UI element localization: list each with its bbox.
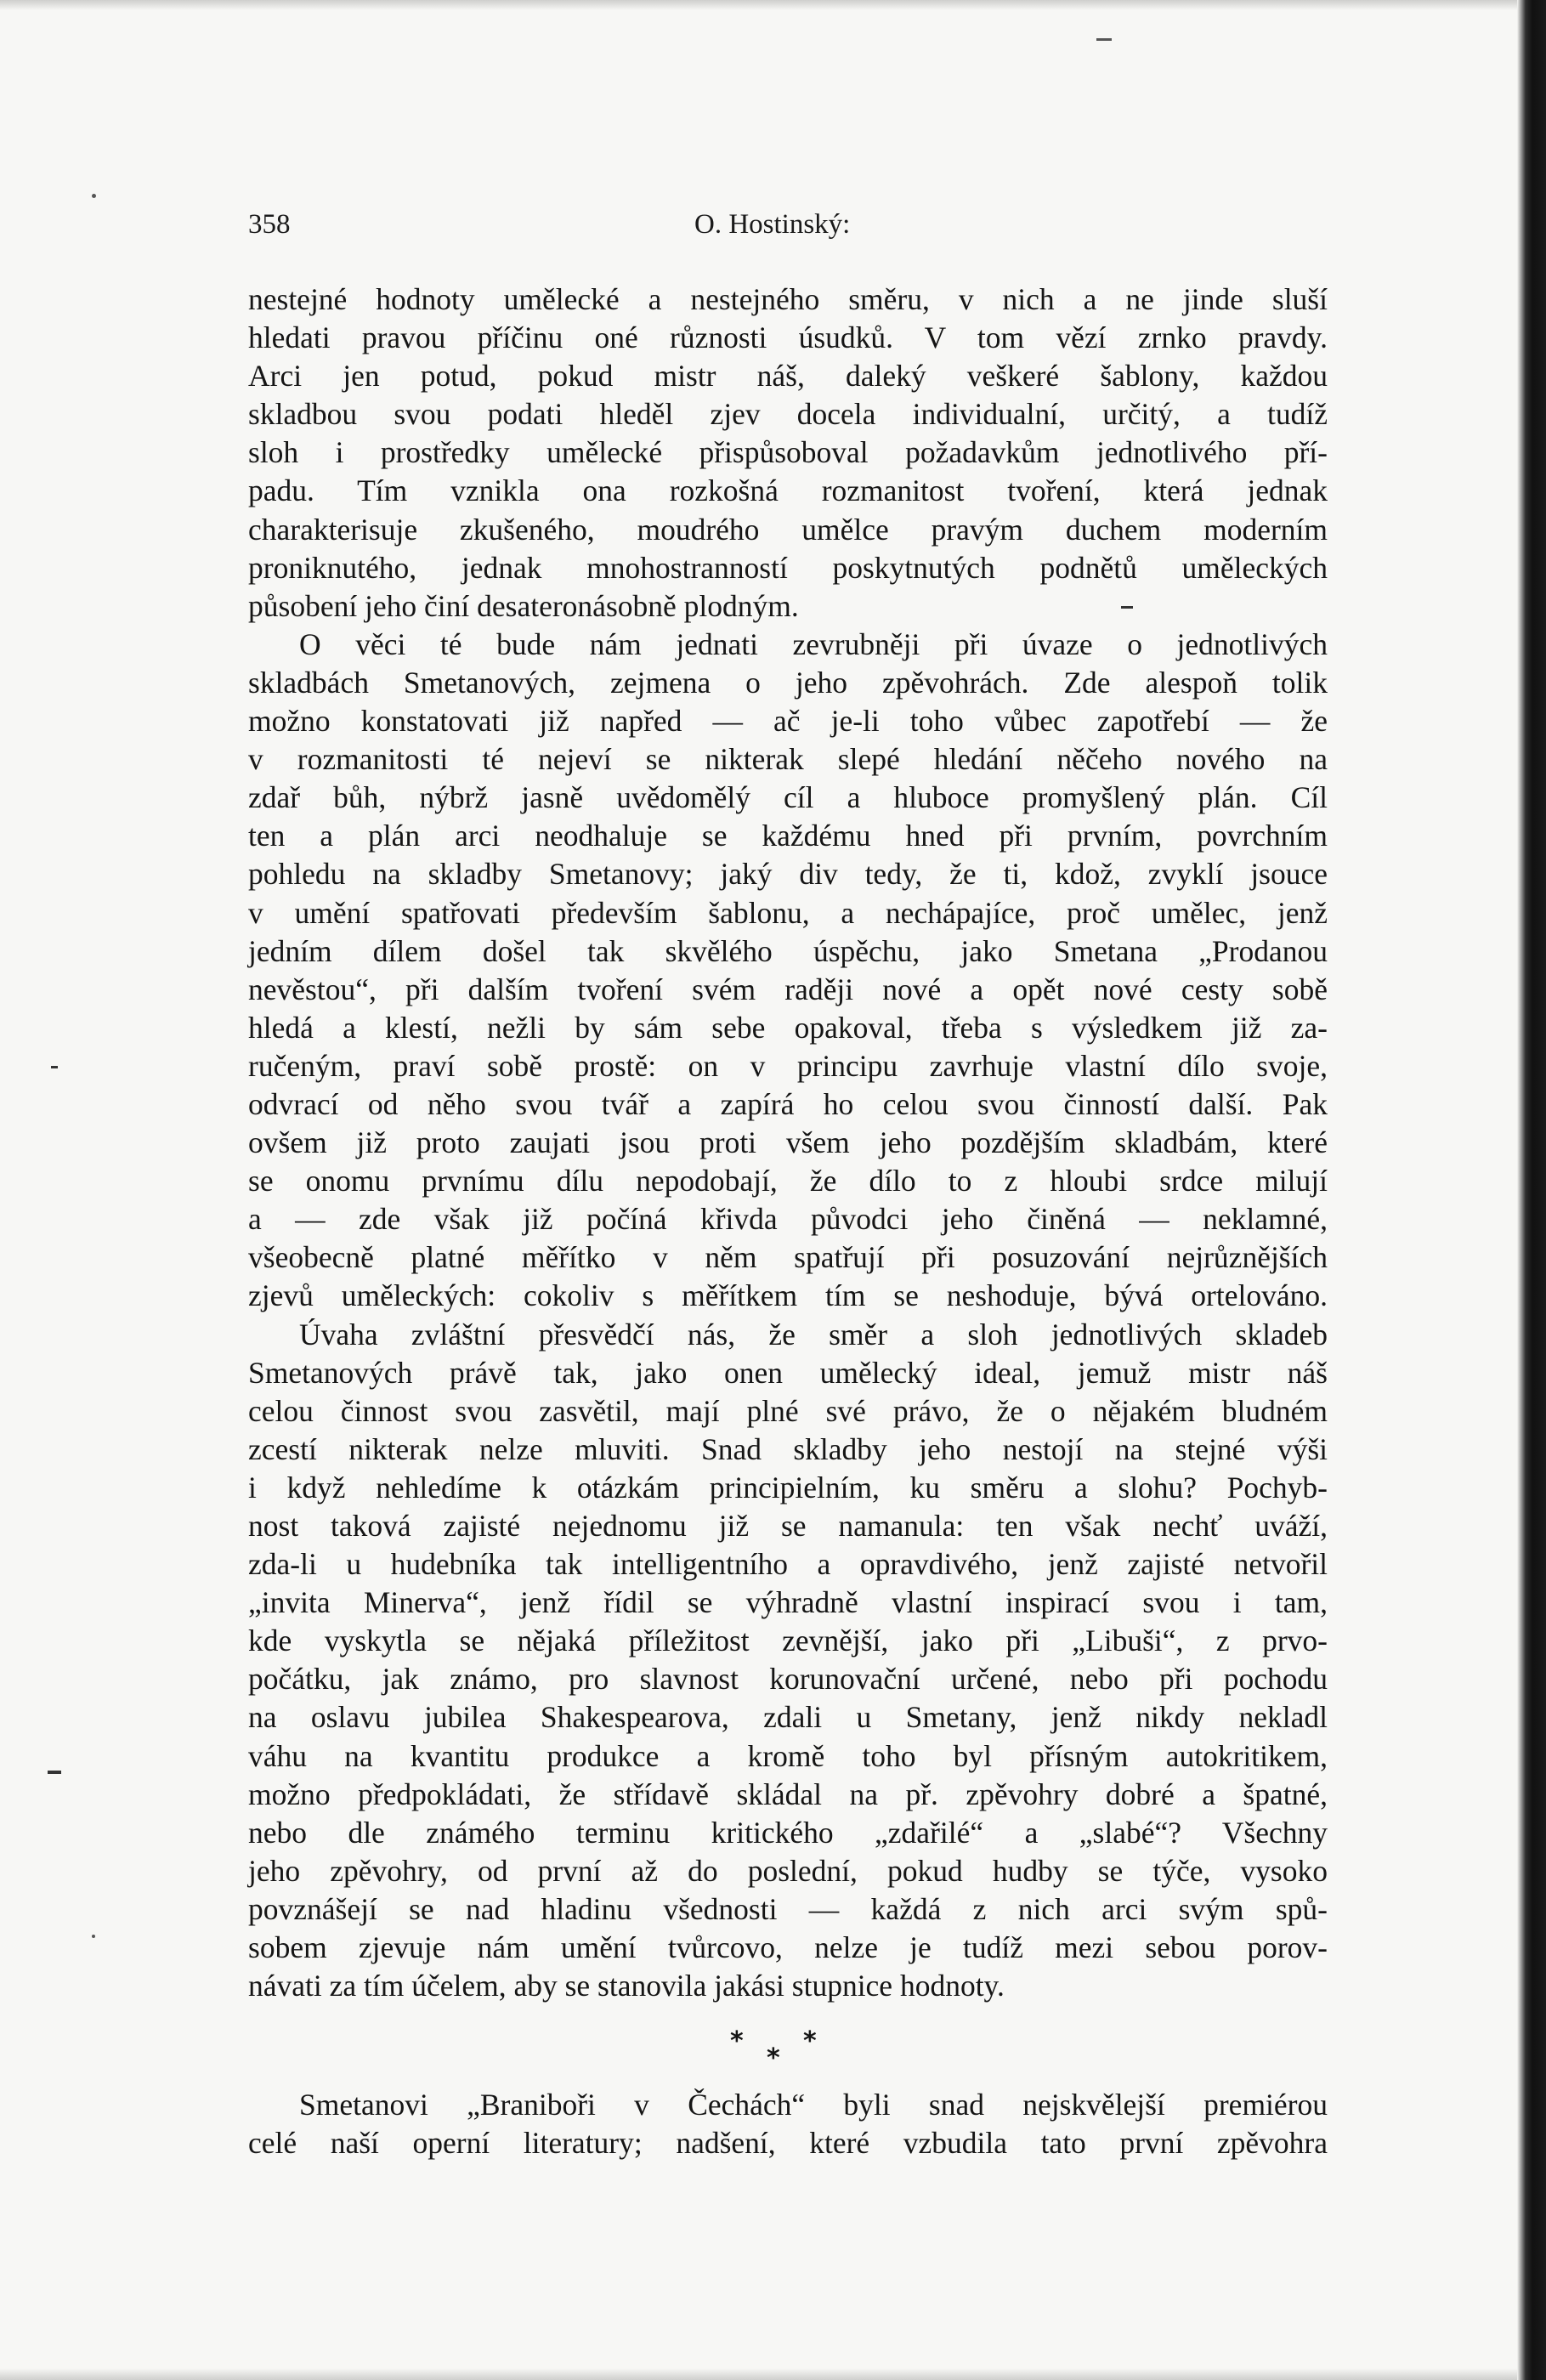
- text-line: ten a plán arci neodhaluje se každému hned při prvním, povrchním: [248, 819, 1328, 853]
- text-line: ovšem již proto zaujati jsou proti všem jeho pozdějším skladbám, které: [248, 1125, 1328, 1160]
- text-line: celou činnost svou zasvětil, mají plné své právo, že o nějakém bludném: [248, 1393, 1328, 1428]
- text-line: nestejné hodnoty umělecké a nestejného směru, v nich a ne jinde sluší: [248, 282, 1328, 316]
- text-line: pohledu na skladby Smetanovy; jaký div tedy, že ti, kdož, zvyklí jsouce: [248, 857, 1328, 892]
- page-number: 358: [248, 209, 291, 240]
- text-line: zjevů uměleckých: cokoliv s měřítkem tím se neshoduje, bývá ortelováno.: [248, 1278, 1328, 1313]
- paragraph-4: [248, 2086, 1328, 2162]
- text-line: zda-li u hudebníka tak intelligentního a opravdivého, jenž zajisté netvořil: [248, 1547, 1328, 1582]
- text-line: všeobecně platné měřítko v něm spatřují při posuzování nejrůznějších: [248, 1240, 1328, 1275]
- page-top-edge-shadow: [0, 0, 1546, 10]
- text-line: v umění spatřovati především šablonu, a nechápajíce, proč umělec, jenž: [248, 895, 1328, 930]
- text-line: povznášejí se nad hladinu všednosti — každá z nich arci svým spů-: [248, 1891, 1328, 1926]
- text-line: na oslavu jubilea Shakespearova, zdali u Smetany, jenž nikdy nekladl: [248, 1700, 1328, 1735]
- text-line: jedním dílem došel tak skvělého úspěchu, jako Smetana „Prodanou: [248, 933, 1328, 968]
- asterisk: *: [767, 2043, 780, 2074]
- text-line: hledá a klestí, nežli by sám sebe opakoval, třeba s výsledkem již za-: [248, 1010, 1328, 1045]
- asterisk: *: [803, 2026, 817, 2057]
- paragraph-2: [248, 626, 1328, 1316]
- body-text: [248, 280, 1328, 2162]
- text-line: zcestí nikterak nelze mluviti. Snad skladby jeho nestojí na stejné výši: [248, 1431, 1328, 1466]
- text-line: váhu na kvantitu produkce a kromě toho byl přísným autokritikem,: [248, 1738, 1328, 1773]
- text-line: kde vyskytla se nějaká příležitost zevnější, jako při „Libuši“, z prvo-: [248, 1624, 1328, 1658]
- text-line: nebo dle známého terminu kritického „zdařilé“ a „slabé“? Všechny: [248, 1815, 1328, 1850]
- text-line: i když nehledíme k otázkám principielním, ku směru a slohu? Pochyb-: [248, 1470, 1328, 1504]
- text-line: jeho zpěvohry, od první až do poslední, pokud hudby se týče, vysoko: [248, 1853, 1328, 1888]
- running-head: O. Hostinský:: [694, 209, 851, 240]
- text-line: proniknutého, jednak mnohostranností poskytnutých podnětů uměleckých: [248, 550, 1328, 585]
- text-line: a — zde však již počíná křivda původci jeho činěná — neklamné,: [248, 1202, 1328, 1237]
- page-header: [248, 209, 1328, 243]
- text-line: možno konstatovati již napřed — ač je-li toho vůbec zapotřebí — že: [248, 704, 1328, 739]
- text-line: odvrací od něho svou tvář a zapírá ho celou svou činností další. Pak: [248, 1086, 1328, 1121]
- text-line: skladbách Smetanových, zejmena o jeho zpěvohrách. Zde alespoň tolik: [248, 665, 1328, 700]
- text-line: nevěstou“, při dalším tvoření svém raději nové a opět nové cesty sobě: [248, 972, 1328, 1006]
- asterisk: *: [730, 2026, 744, 2057]
- scan-speck: [92, 1935, 95, 1938]
- text-line: O věci té bude nám jednati zevrubněji při úvaze o jednotlivých: [299, 626, 1328, 661]
- text-line: skladbou svou podati hleděl zjev docela individualní, určitý, a tudíž: [248, 397, 1328, 432]
- text-line: Smetanovi „Braniboři v Čechách“ byli snad nejskvělejší premiérou: [299, 2088, 1328, 2122]
- text-line: Úvaha zvláštní přesvědčí nás, že směr a sloh jednotlivých skladeb: [299, 1317, 1328, 1352]
- text-line: celé naší operní literatury; nadšení, které vzbudila tato první zpěvohra: [248, 2126, 1328, 2161]
- text-line: zdař bůh, nýbrž jasně uvědomělý cíl a hluboce promyšlený plán. Cíl: [248, 780, 1328, 815]
- text-line: možno předpokládati, že střídavě skládal na př. zpěvohry dobré a špatné,: [248, 1776, 1328, 1811]
- text-line: Arci jen potud, pokud mistr náš, daleký veškeré šablony, každou: [248, 359, 1328, 394]
- text-line: působení jeho činí desateronásobně plodným.: [248, 588, 799, 623]
- page-bottom-edge-shadow: [0, 2368, 1546, 2380]
- text-line: hledati pravou příčinu oné různosti úsudků. V tom vězí zrnko pravdy.: [248, 320, 1328, 355]
- text-line: Smetanových právě tak, jako onen umělecký ideal, jemuž mistr náš: [248, 1355, 1328, 1390]
- book-binding-edge: [1517, 0, 1546, 2380]
- text-line: v rozmanitosti té nejeví se nikterak slepé hledání něčeho nového na: [248, 742, 1328, 777]
- text-line: počátku, jak známo, pro slavnost korunovační určené, nebo při pochodu: [248, 1662, 1328, 1697]
- paragraph-1: [248, 280, 1328, 626]
- text-line: nost taková zajisté nejednomu již se namanula: ten však nechť uváží,: [248, 1509, 1328, 1543]
- scan-speck: [51, 1066, 58, 1068]
- scan-speck: [92, 194, 96, 198]
- text-line: charakterisuje zkušeného, moudrého umělce pravým duchem moderním: [248, 512, 1328, 547]
- text-line: sloh i prostředky umělecké přispůsoboval požadavkům jednotlivého pří-: [248, 435, 1328, 470]
- text-line: padu. Tím vznikla ona rozkošná rozmanitost tvoření, která jednak: [248, 473, 1328, 508]
- text-line: ručeným, praví sobě prostě: on v principu zavrhuje vlastní dílo svoje,: [248, 1048, 1328, 1083]
- text-line: „invita Minerva“, jenž řídil se výhradně vlastní inspirací svou i tam,: [248, 1585, 1328, 1620]
- scan-speck: [1096, 38, 1112, 41]
- margin-mark: [48, 1771, 61, 1774]
- section-separator: [248, 2005, 1328, 2086]
- text-line: sobem zjevuje nám umění tvůrcovo, nelze je tudíž mezi sebou porov-: [248, 1930, 1328, 1965]
- paragraph-3: [248, 1316, 1328, 2006]
- text-line: návati za tím účelem, aby se stanovila jakási stupnice hodnoty.: [248, 1969, 1005, 2003]
- text-line: se onomu prvnímu dílu nepodobají, že dílo to z hloubi srdce milují: [248, 1164, 1328, 1198]
